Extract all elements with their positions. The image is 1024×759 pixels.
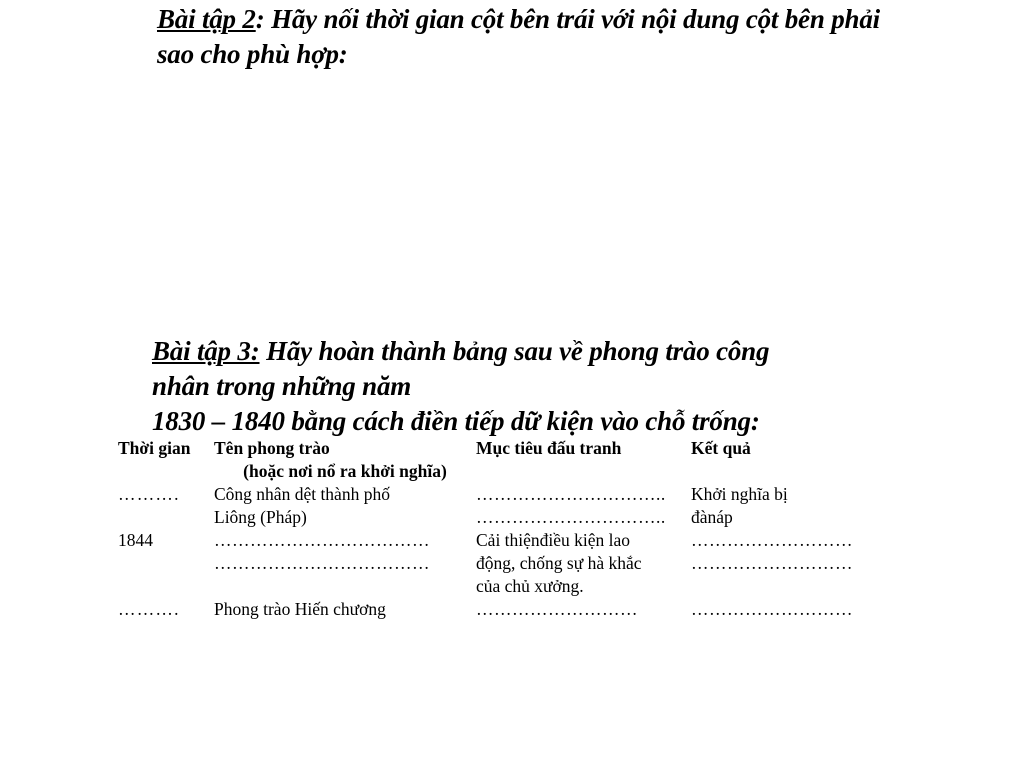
column-header-result: Kết quả [691,438,751,458]
exercise-2-heading [157,2,902,72]
goal-line-3: của chủ xưởng. [476,576,584,596]
column-header-movement-name-main: Tên phong trào [214,438,330,458]
movement-table [118,437,908,621]
column-header-time: Thời gian [118,438,191,458]
cell-result-row-3[interactable] [691,598,908,621]
blank-line[interactable]: ……………………… [691,553,853,573]
table-row [118,598,908,621]
table-body [118,483,908,621]
exercise-3-prompt-line-1: Hãy hoàn thành bảng sau về phong trào công [259,336,770,366]
blank-line[interactable]: ………………………….. [476,507,666,527]
blank-line[interactable]: ………………………….. [476,484,666,504]
movement-name-line-2: Liông (Pháp) [214,507,307,527]
blank-line[interactable]: ……………………………… [214,553,430,573]
blank-line[interactable]: ……………………… [691,530,853,550]
goal-line-1: Cải thiệnđiều kiện lao [476,530,631,550]
blank-line[interactable]: ……………………… [691,599,853,619]
column-header-goal: Mục tiêu đấu tranh [476,438,622,458]
exercise-2-prompt: Hãy nối thời gian cột bên trái với nội dung cột bên phải sao cho phù hợp: [157,4,887,69]
exercise-3-prompt-line-2: nhân trong những năm [152,371,412,401]
blank-line[interactable]: ………. [118,484,180,504]
exercise-3-label: Bài tập 3: [152,336,260,366]
table-header [118,437,908,483]
cell-time-row-1[interactable] [118,483,214,529]
blank-line[interactable]: ……………………………… [214,530,430,550]
cell-movement-name-row-1 [214,483,476,529]
exercise-3-prompt-line-3: 1830 – 1840 bằng cách điền tiếp dữ kiện vào chỗ trống: [152,406,760,436]
cell-movement-name-row-2[interactable] [214,529,476,598]
cell-movement-name-row-3 [214,598,476,621]
cell-result-row-2[interactable] [691,529,908,598]
table-row [118,483,908,529]
cell-goal-row-1[interactable] [476,483,691,529]
blank-line[interactable]: ……………………… [476,599,638,619]
column-header-movement-name-sub: (hoặc nơi nổ ra khởi nghĩa) [243,461,447,481]
goal-line-2: động, chống sự hà khắc [476,553,642,573]
cell-goal-row-2 [476,529,691,598]
column-header-movement-name [214,437,476,483]
movement-table-container [118,437,908,621]
time-value: 1844 [118,530,153,550]
table-row [118,529,908,598]
cell-time-row-2 [118,529,214,598]
movement-name-line-1: Công nhân dệt thành phố [214,484,390,504]
movement-name-line-1: Phong trào Hiến chương [214,599,386,619]
exercise-2-label: Bài tập 2 [157,4,256,34]
blank-line[interactable]: ………. [118,599,180,619]
table-header-row [118,437,908,483]
exercise-3-heading [152,334,912,439]
cell-goal-row-3[interactable] [476,598,691,621]
cell-result-row-1 [691,483,908,529]
cell-time-row-3[interactable] [118,598,214,621]
result-line-1: Khởi nghĩa bị [691,484,788,504]
exercise-2-colon: : [255,4,265,34]
result-line-2: đànáp [691,507,733,527]
